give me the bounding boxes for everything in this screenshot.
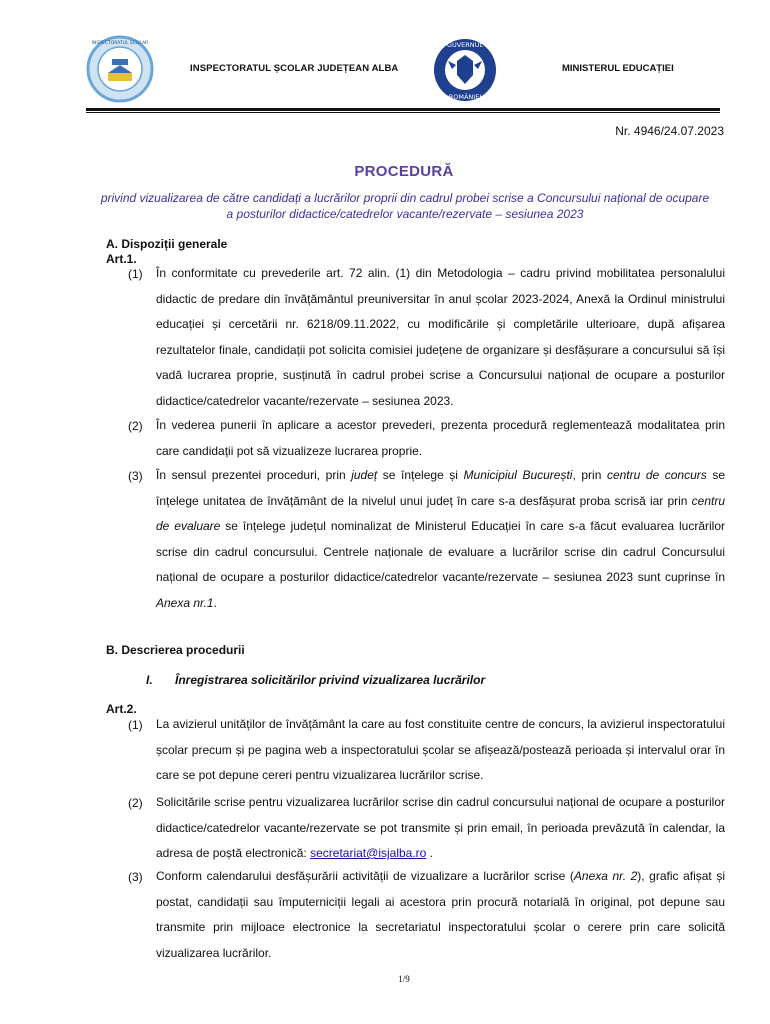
section-a-heading: A. Dispoziții generale [106,237,228,251]
header-rule-thin [86,112,720,113]
crest-text-top: GUVERNUL [446,41,484,49]
header-right-organization: MINISTERUL EDUCAȚIEI [562,63,674,74]
paragraph-art1-2: În vederea punerii în aplicare a acestor prevederi, prezenta procedură reglementează modalitatea prin care candidații pot să vizualizeze lucrarea proprie. [156,418,725,458]
item-number: (1) [128,267,143,281]
isj-alba-logo [86,35,154,103]
article-2-label: Art.2. [106,702,137,716]
paragraph-art2-1: La avizierul unităților de învățământ la care au fost constituite centre de concurs, la avizierul inspectoratului școlar precum și pe pagina web a inspectoratului școlar se afișează/postează perioada și intervalul orar în care se pot depune cereri pentru vizualizarea lucrărilor scrise. [156,717,725,782]
crest-text-bottom: ROMÂNIEI [448,93,482,101]
article-1-label: Art.1. [106,252,137,266]
paragraph-art1-3: În sensul prezentei proceduri, prin județ se înțelege și Municipiul București, prin centru de concurs se înțelege unitatea de învățământ de la nivelul unui județ în care s-a desfășurat proba scrisă iar prin centru de evaluare se înțelege județul nominalizat de Ministerul Educației în care s-a făcut evaluarea lucrărilor scrise din cadrul concursului. Centrele naționale de evaluare a lucrărilor scrise din cadrul Concursului național de ocupare a posturilor didactice/catedrelor vacante/rezervate – sesiunea 2023 sunt cuprinse în Anexa nr.1. [156,468,726,610]
document-number: Nr. 4946/24.07.2023 [615,124,724,138]
subsection-title: Înregistrarea solicitărilor privind vizualizarea lucrărilor [175,673,486,687]
document-subtitle: privind vizualizarea de către candidați a lucrărilor proprii din cadrul probei scrise a Concursului național de ocupare a posturilor didactice/catedrelor vacante/rezervate – sesiunea 2023 [100,191,710,221]
item-number: (2) [128,796,143,810]
guvernul-romaniei-crest [432,37,498,103]
item-number: (3) [128,469,143,483]
item-number: (3) [128,870,143,884]
item-number: (2) [128,419,143,433]
page-number: 1/9 [398,974,410,984]
paragraph-art2-2: Solicitările scrise pentru vizualizarea lucrărilor scrise din cadrul concursului național de ocupare a posturilor didactice/catedrelor vacante/rezervate se pot transmite și prin email, în perioada prevăzută în calendar, la adresa de poștă electronică: secretariat@isjalba.ro . [156,795,725,860]
section-b-heading: B. Descrierea procedurii [106,643,245,657]
document-title: PROCEDURĂ [354,163,454,180]
paragraph-art2-3: Conform calendarului desfășurării activității de vizualizare a lucrărilor scrise (Anexa nr. 2), grafic afișat și postat, candidații sau împuterniciții legali ai acestora prin procură notarială în original, pot depune sau transmite prin mijloace electronice la secretariatul inspectoratului școlar o cerere prin care solicită vizualizarea lucrărilor. [156,869,725,960]
email-link[interactable]: secretariat@isjalba.ro [310,846,427,860]
svg-text:INSPECTORATUL ȘCOLAR: INSPECTORATUL ȘCOLAR [91,41,149,46]
header-rule [86,108,720,111]
paragraph-art1-1: În conformitate cu prevederile art. 72 alin. (1) din Metodologia – cadru privind mobilitatea personalului didactic de predare din învățământul preuniversitar în anul școlar 2023-2024, Anexă la Ordinul ministrului educației și cercetării nr. 6218/09.11.2022, cu modificările și completările ulterioare, după afișarea rezultatelor finale, candidații pot solicita comisiei județene de organizare și desfășurare a concursului să își vadă lucrarea proprie, susținută în cadrul probei scrise a Concursului național de ocupare a posturilor didactice/catedrelor vacante/rezervate – sesiunea 2023. [156,266,725,408]
subsection-number: I. [146,673,153,687]
header-left-organization: INSPECTORATUL ȘCOLAR JUDEȚEAN ALBA [190,63,399,74]
item-number: (1) [128,718,143,732]
